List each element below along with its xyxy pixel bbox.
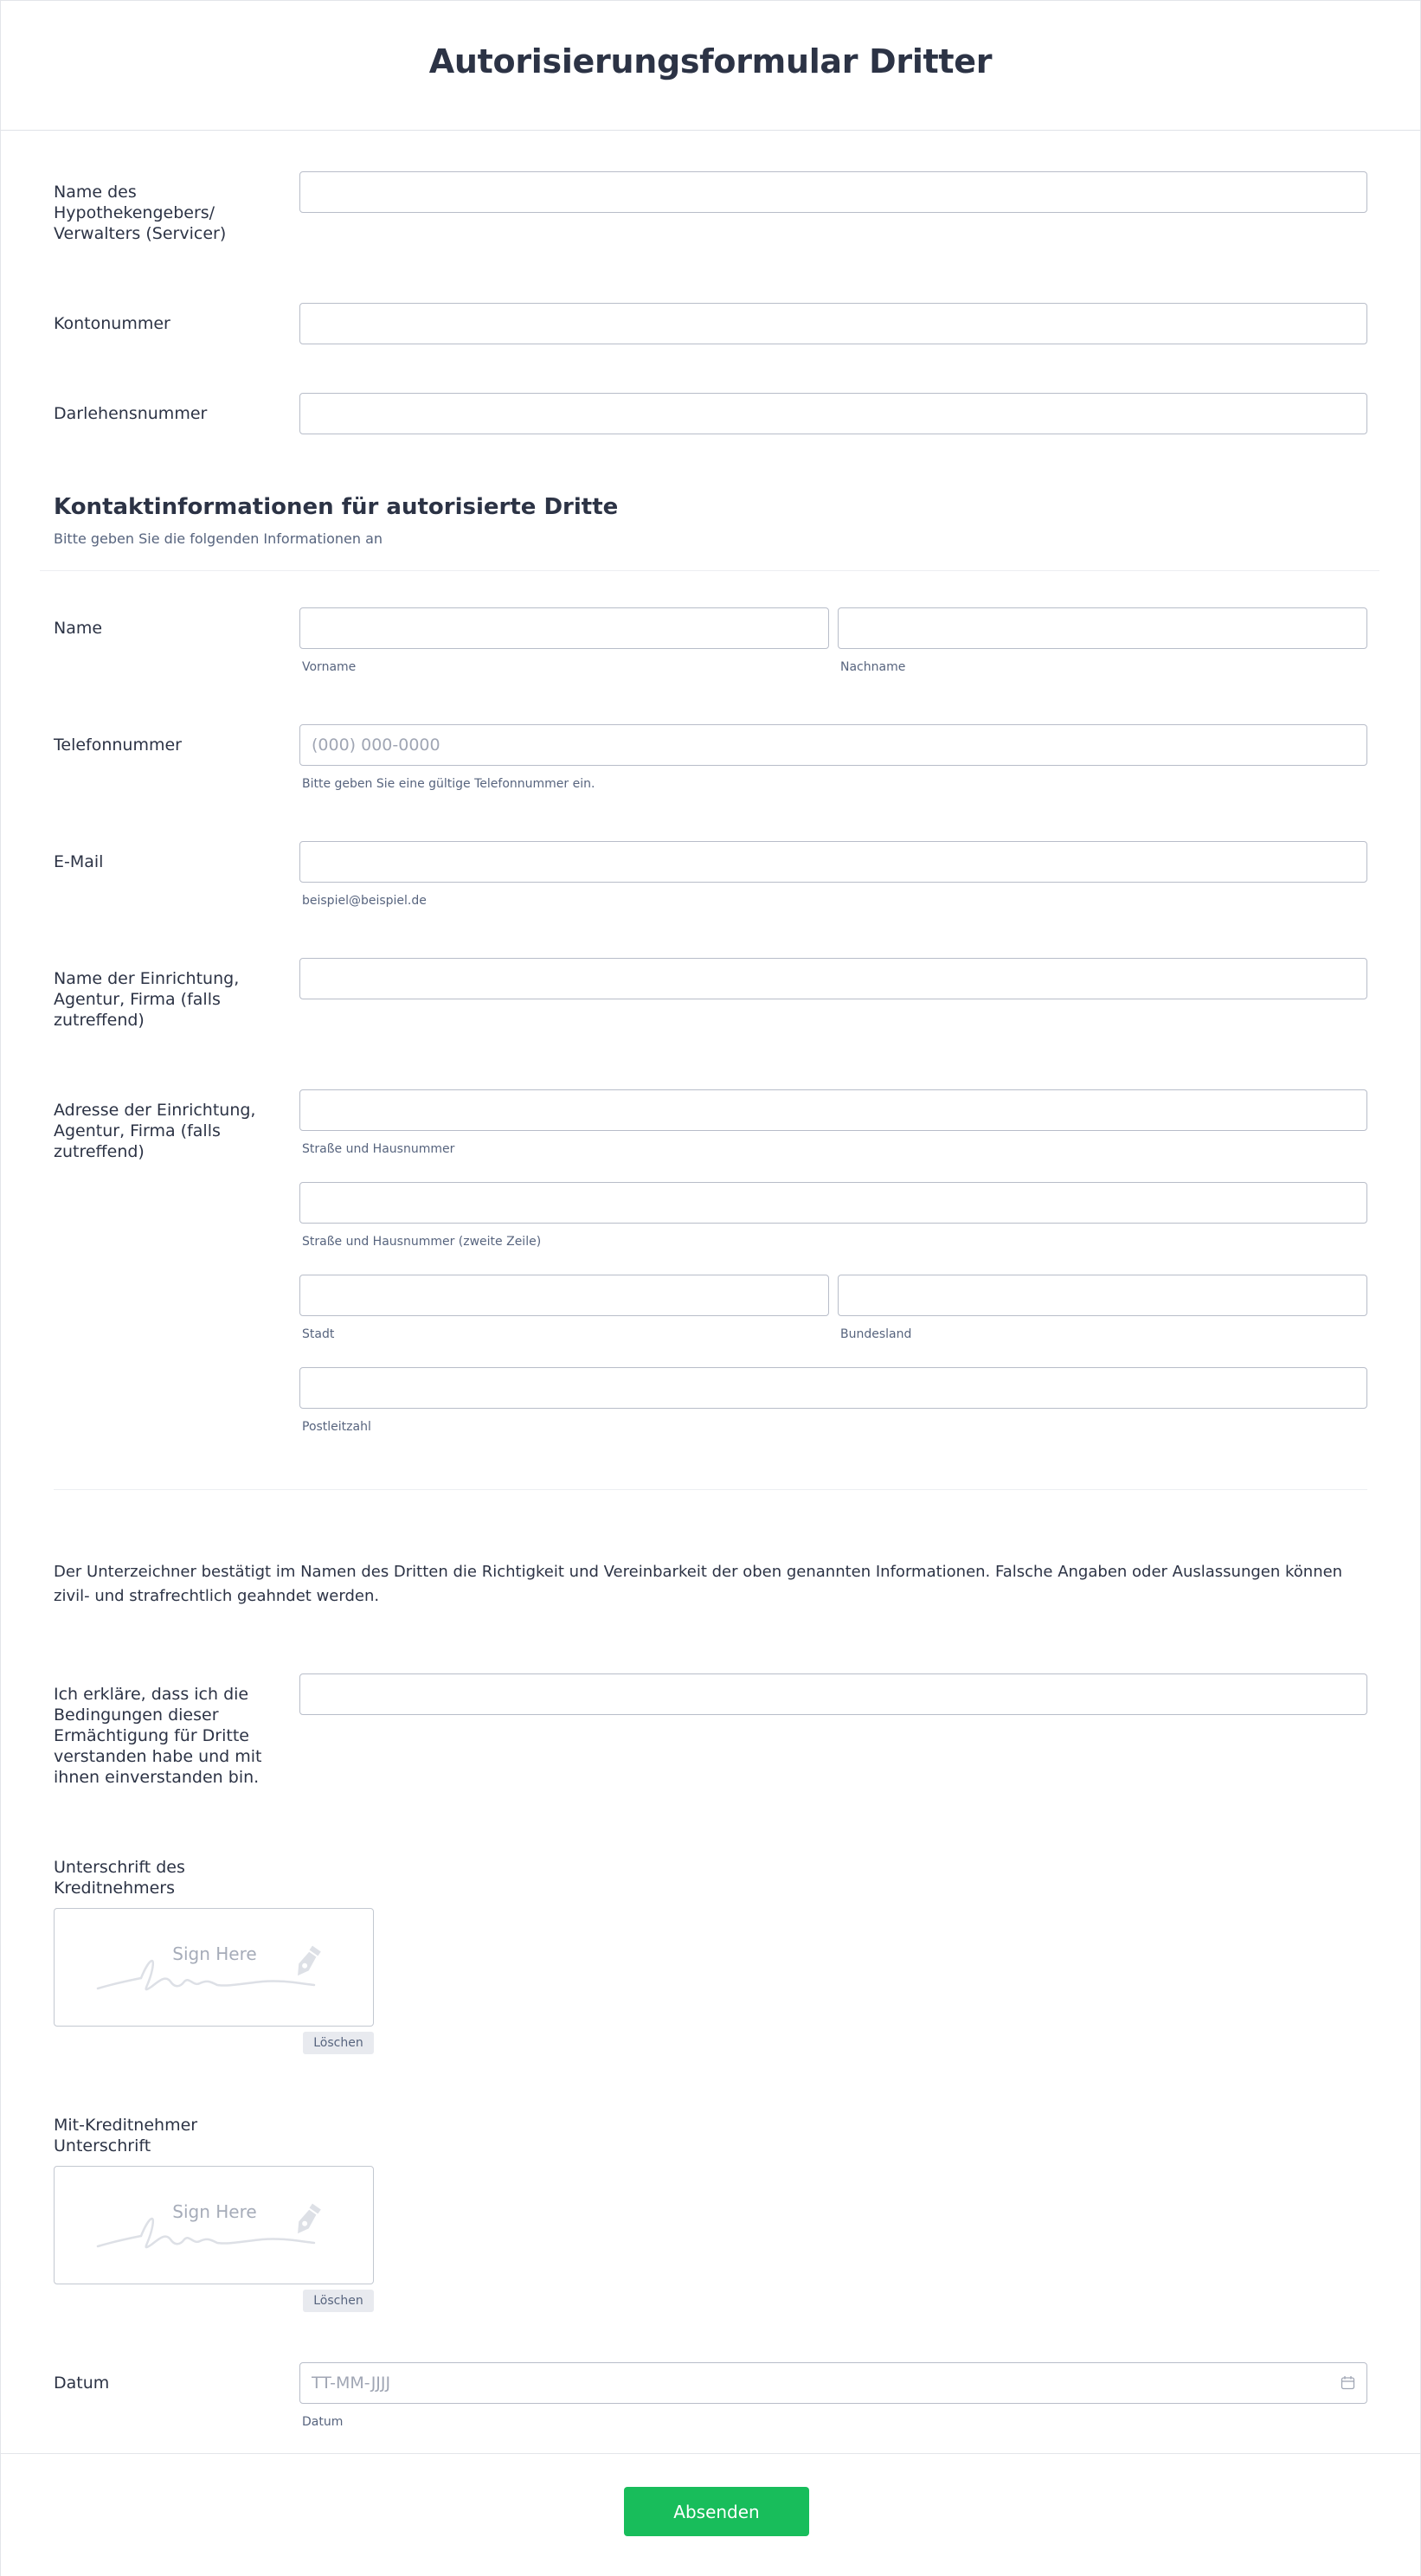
email-input[interactable] [299,841,1367,883]
date-input[interactable] [299,2362,1367,2404]
city-sublabel: Stadt [302,1327,335,1341]
street2-input[interactable] [299,1182,1367,1224]
statement-text: Der Unterzeichner bestätigt im Namen des Dritten die Richtigkeit und Vereinbarkeit der oben genannten Informationen. Falsche Angaben oder Auslassungen können zivil- und strafrechtlich geahndet werden. [54,1563,1343,1605]
form-footer [0,2453,1421,2576]
form-header [0,0,1421,131]
agreement-input[interactable] [299,1673,1367,1715]
first-name-sublabel: Vorname [302,660,357,674]
pen-icon [293,2203,321,2237]
email-sublabel: beispiel@beispiel.de [302,894,427,908]
contact-section-title: Kontaktinformationen für autorisierte Dritte [54,494,619,520]
phone-input[interactable] [299,724,1367,766]
date-label: Datum [54,2374,110,2393]
loan-number-label: Darlehensnummer [54,404,208,423]
borrower-signature-label: Unterschrift des Kreditnehmers [54,1858,185,1898]
sign-here-placeholder: Sign Here [172,2201,257,2222]
address-label: Adresse der Einrichtung, Agentur, Firma (falls zutreffend) [54,1101,256,1161]
last-name-sublabel: Nachname [840,660,906,674]
street2-sublabel: Straße und Hausnummer (zweite Zeile) [302,1235,542,1249]
last-name-input[interactable] [838,607,1367,649]
agreement-label: Ich erkläre, dass ich die Bedingungen dieser Ermächtigung für Dritte verstanden habe und mit ihnen einverstanden bin. [54,1685,262,1787]
state-sublabel: Bundesland [840,1327,912,1341]
phone-label: Telefonnummer [54,736,182,755]
servicer-name-label: Name des Hypothekengebers/ Verwalters (Servicer) [54,183,227,243]
name-label: Name [54,619,103,638]
submit-button[interactable]: Absenden [624,2487,809,2536]
first-name-input[interactable] [299,607,829,649]
borrower-signature-pad[interactable] [54,1908,374,2027]
coborrower-signature-clear-button[interactable]: Löschen [303,2290,374,2312]
contact-section-subtitle: Bitte geben Sie die folgenden Informationen an [54,530,383,547]
section-divider [40,570,1379,571]
coborrower-signature-label: Mit-Kreditnehmer Unterschrift [54,2116,198,2155]
city-input[interactable] [299,1275,829,1316]
loan-number-input[interactable] [299,393,1367,434]
signature-squiggle-icon [55,2167,375,2285]
street1-input[interactable] [299,1089,1367,1131]
date-sublabel: Datum [302,2415,344,2429]
calendar-icon[interactable] [1341,2375,1355,2390]
servicer-name-input[interactable] [299,171,1367,213]
phone-sublabel: Bitte geben Sie eine gültige Telefonnummer ein. [302,777,595,791]
email-label: E-Mail [54,852,104,871]
zip-sublabel: Postleitzahl [302,1420,371,1434]
org-name-label: Name der Einrichtung, Agentur, Firma (falls zutreffend) [54,969,240,1030]
form-title: Autorisierungsformular Dritter [428,42,993,80]
address-divider [54,1489,1367,1490]
borrower-signature-clear-button[interactable]: Löschen [303,2032,374,2054]
org-name-input[interactable] [299,958,1367,999]
signature-squiggle-icon [55,1909,375,2027]
account-number-label: Kontonummer [54,314,170,333]
sign-here-placeholder: Sign Here [172,1943,257,1964]
account-number-input[interactable] [299,303,1367,344]
coborrower-signature-pad[interactable] [54,2166,374,2284]
street1-sublabel: Straße und Hausnummer [302,1142,455,1156]
zip-input[interactable] [299,1367,1367,1409]
state-input[interactable] [838,1275,1367,1316]
pen-icon [293,1945,321,1979]
